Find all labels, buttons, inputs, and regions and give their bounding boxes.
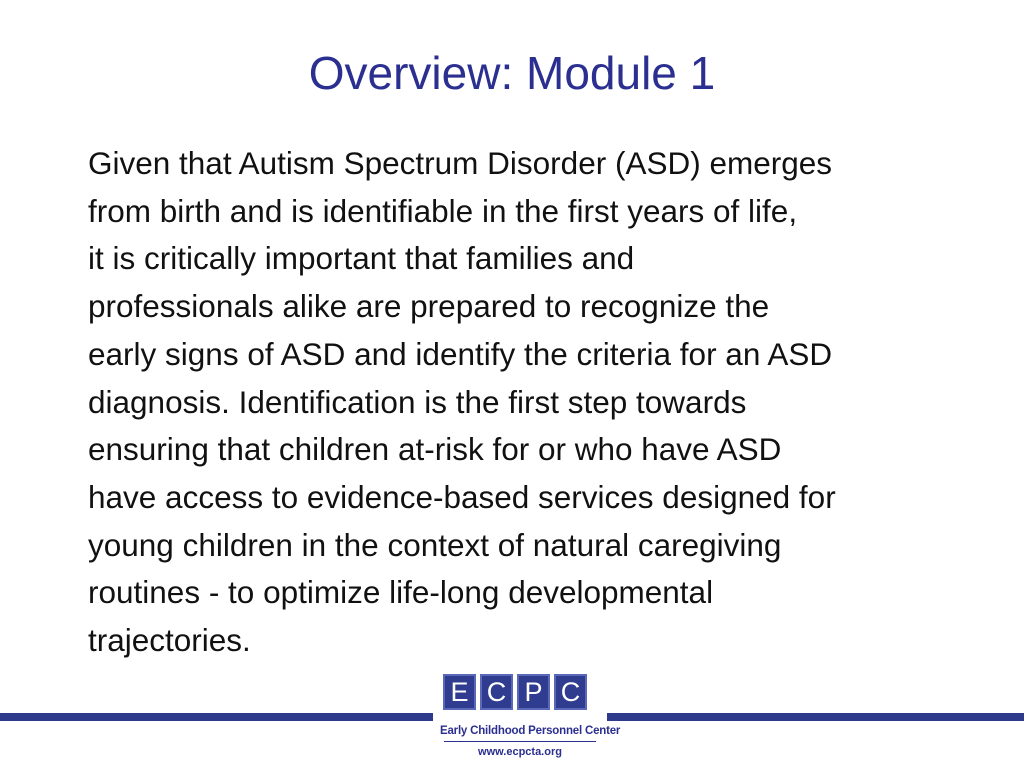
logo-letter-p: P: [517, 674, 550, 710]
body-line: trajectories.: [88, 622, 251, 659]
footer-accent-bar-left: [0, 713, 433, 721]
body-line: have access to evidence-based services designed for: [88, 478, 836, 515]
body-line: ensuring that children at-risk for or who have ASD: [88, 431, 782, 468]
logo-letter-e: E: [443, 674, 476, 710]
slide-title: Overview: Module 1: [308, 47, 716, 99]
body-line: early signs of ASD and identify the criteria for an ASD: [88, 335, 833, 372]
logo-letter-c: C: [480, 674, 513, 710]
logo-url: www.ecpcta.org: [478, 746, 562, 758]
body-line: diagnosis. Identification is the first step towards: [88, 383, 747, 420]
logo-letter-c2: C: [554, 674, 587, 710]
body-line: professionals alike are prepared to recognize the: [88, 288, 770, 325]
body-line: Given that Autism Spectrum Disorder (ASD) emerges: [88, 145, 833, 181]
logo-divider: [444, 741, 596, 742]
footer-accent-bar-right: [607, 713, 1024, 721]
ecpc-logo: [440, 672, 621, 768]
body-line: young children in the context of natural caregiving: [88, 526, 782, 563]
logo-letter-boxes: [443, 674, 587, 710]
body-line: it is critically important that families and: [88, 240, 635, 277]
body-line: from birth and is identifiable in the first years of life,: [88, 192, 798, 229]
body-line: routines - to optimize life-long developmental: [88, 574, 714, 611]
logo-org-name: Early Childhood Personnel Center: [440, 725, 621, 737]
slide-body-paragraph: [88, 140, 958, 665]
